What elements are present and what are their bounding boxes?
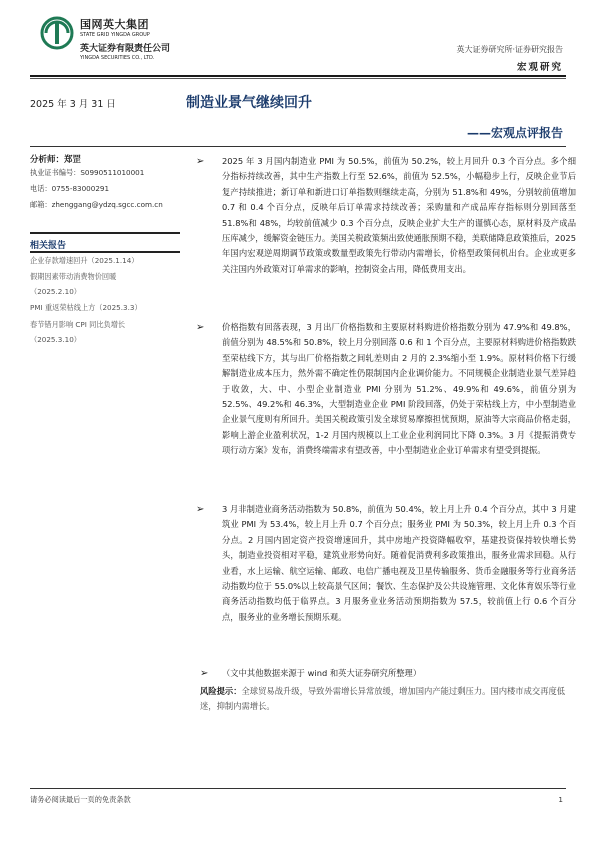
page-number: 1 (558, 795, 563, 804)
title-rule (30, 146, 566, 147)
footer-rule (30, 788, 566, 789)
source-note: （文中其他数据来源于 wind 和英大证券研究所整理） (222, 668, 422, 678)
logo-group-name: 国网英大集团 (80, 18, 149, 31)
report-date: 2025 年 3 月 31 日 (30, 99, 116, 110)
bullet-arrow-icon: ➢ (196, 504, 205, 515)
analyst-email[interactable]: 邮箱：zhenggang@ydzq.sgcc.com.cn (30, 200, 163, 209)
institute-label: 英大证券研究所·证券研究报告 (456, 45, 563, 54)
analyst-phone: 电话：0755-83000291 (30, 184, 110, 193)
bullet-arrow-icon: ➢ (200, 668, 209, 679)
bullet-arrow-icon: ➢ (196, 322, 205, 333)
related-bottom-rule (30, 251, 180, 253)
analyst-license: 执业证书编号：S0990511010001 (30, 168, 145, 177)
related-report-item[interactable]: 春节错月影响 CPI 同比负增长 (30, 320, 126, 329)
paragraph-non-manufacturing: 3 月非制造业商务活动指数为 50.8%，前值为 50.4%，较上月上升 0.4 个百分点，其中 3 月建筑业 PMI 为 53.4%，较上月上升 0.7 个百分点；服务业 PMI 为 50.3%，较上月上升 0.3 个百分点。2 月国内固定资产投资增速回升，其中房地产投资降幅收窄，基建投资保持较快增长势头，制造业投资相对平稳，建筑业形势向好。随着促消费利多政策推出，服务业需求回稳。从行业看，水上运输、航空运输、邮政、电信广播电视及卫星传输服务、货币金融服务等行业商务活动指数均位于 55.0%以上较高景气区间；餐饮、生态保护及公共设施管理、文化体育娱乐等行业商务活动指数均低于临界点。3 月服务业业务活动预期指数为 57.5，较前值上行 0.6 个百分点，服务业的业务增长预期乐观。 (222, 504, 576, 622)
paragraph-prices: 价格指数有回落表现，3 月出厂价格指数和主要原材料购进价格指数分别为 47.9%和 49.8%，前值分别为 48.5%和 50.8%，较上月分别回落 0.6 和 1 个百分点，主要原材料购进价格指数跌至荣枯线下方，其与出厂价格指数之间轧差则由 2 月的 2.3%缩小至 1.9%。原材料价格下行缓解制造业成本压力，然外需不确定性仍限制国内企业调价能力。不同规模企业制造业景气差异趋于收敛，大、中、小型企业制造业 PMI 分别为 51.2%、49.9%和 49.6%，前值分别为 52.5%、49.2%和 46.3%，大型制造业企业 PMI 阶段回落，仍处于荣枯线上方，中小型制造业企业景气度则有所回升。美国关税政策引发全球贸易摩擦担忧预期，原油等大宗商品价格走弱，影响上游企业盈利状况，1-2 月国内规模以上工业企业利润同比下降 0.3%。3 月《提振消费专项行动方案》发布，消费终端需求有望改善，中小型制造业企业订单需求有望受到提振。 (222, 322, 576, 456)
related-top-rule (30, 232, 180, 234)
logo-company-name-en: YINGDA SECURITIES CO., LTD. (80, 55, 155, 61)
logo-company-name: 英大证券有限责任公司 (80, 44, 171, 54)
related-report-item[interactable]: （2025.2.10） (30, 287, 81, 296)
analyst-heading: 分析师：郑罡 (30, 155, 82, 165)
company-logo (40, 14, 210, 74)
risk-label: 风险提示： (200, 686, 242, 696)
related-report-item[interactable]: 假期因素带动消费物价回暖 (30, 272, 117, 281)
state-grid-logo-icon (40, 16, 74, 50)
footer-disclaimer[interactable]: 请务必阅读最后一页的免责条款 (30, 795, 131, 804)
report-title: 制造业景气继续回升 (186, 95, 312, 111)
related-report-item[interactable]: 企业存款增速回升（2025.1.14） (30, 256, 139, 265)
related-report-item[interactable]: （2025.3.10） (30, 335, 81, 344)
header-rule-thin (30, 78, 566, 79)
related-heading: 相关报告 (30, 241, 67, 251)
header-rule (30, 75, 566, 77)
report-subtitle: ——宏观点评报告 (466, 126, 563, 140)
risk-text: 全球贸易战升级，导致外需增长异常放缓，增加国内产能过剩压力。国内楼市成交再度低迷，抑制内需增长。 (200, 686, 566, 712)
report-category: 宏观研究 (516, 62, 563, 73)
paragraph-pmi: 2025 年 3 月国内制造业 PMI 为 50.5%，前值为 50.2%，较上月回升 0.3 个百分点。多个细分指标持续改善，其中生产指数上行至 52.6%，前值为 52.5%，小幅稳步上行，反映企业节后复产持续推进；新订单和新进口订单指数则继续走高，分别为 51.8%和 49%，分别较前值增加 0.7 和 0.4 个百分点，反映年后订单需求持续改善；采购量和产成品库存指标则分别回落至 51.8%和 48%，均较前值减少 0.3 个百分点，反映企业扩大生产的谨慎心态，原材料及产成品压库减少，缓解资金链压力。美国关税政策频出致使通胀预期不稳，美联储降息政策推后，2025 年国内宏观逆周期调节政策或数量型政策先行带动内需增长，价格型政策伺机出台。企业或更多关注国内外政策对订单需求的影响，控制资金占用，降低费用支出。 (222, 156, 576, 274)
risk-warning (200, 684, 568, 715)
bullet-arrow-icon: ➢ (196, 156, 205, 167)
related-report-item[interactable]: PMI 重返荣枯线上方（2025.3.3） (30, 303, 142, 312)
logo-group-name-en: STATE GRID YINGDA GROUP (80, 32, 150, 38)
